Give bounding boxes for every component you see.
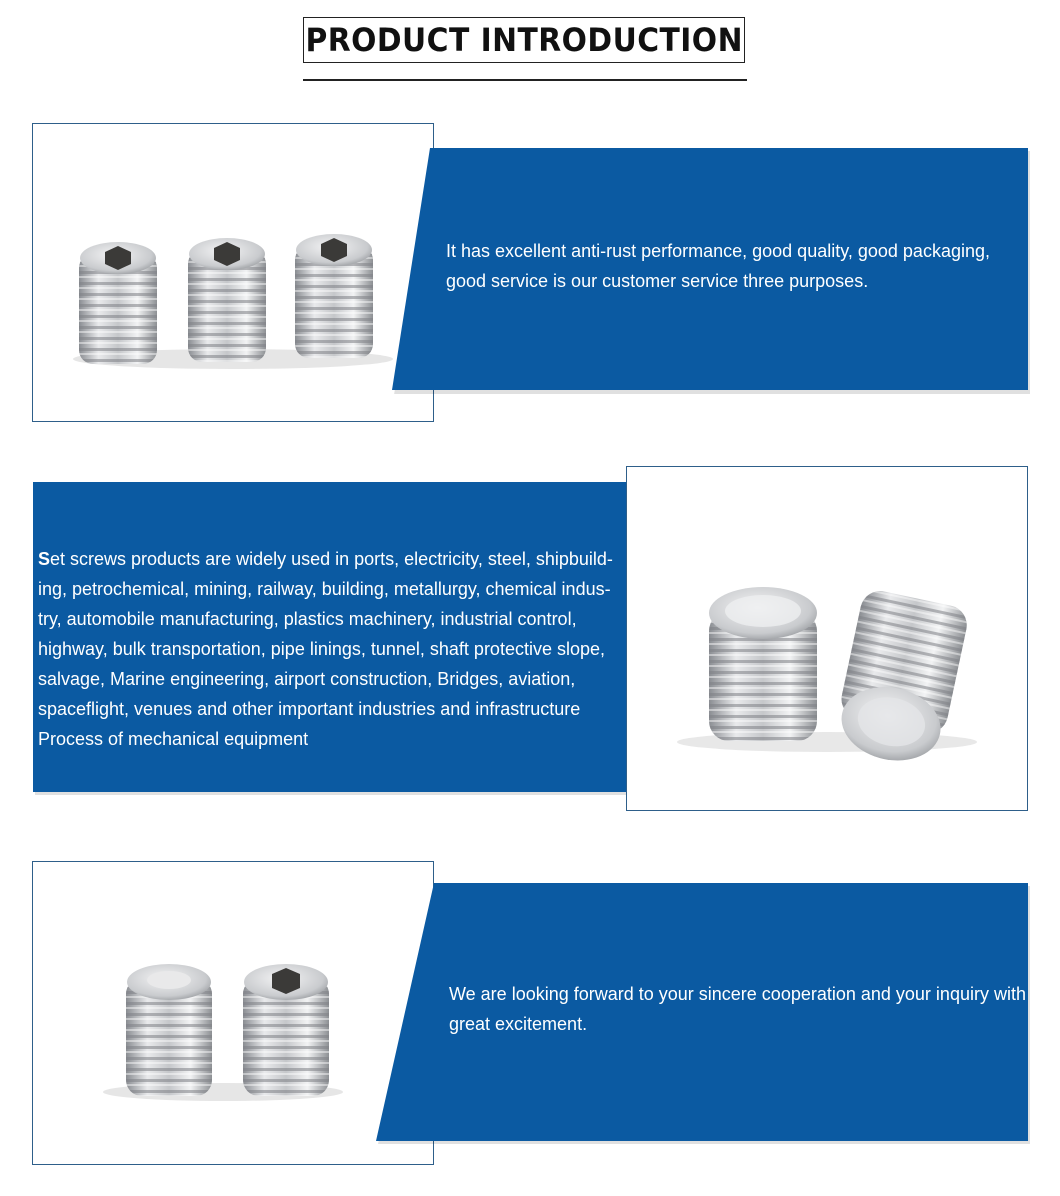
title-underline <box>303 79 747 81</box>
product-image-two-hex-screws <box>32 861 434 1165</box>
banner-2-line: et screws products are widely used in ports, electricity, steel, shipbuild- <box>50 549 613 569</box>
banner-2-line: salvage, Marine engineering, airport construction, Bridges, aviation, <box>38 669 576 689</box>
info-banner-2 <box>33 482 687 796</box>
product-image-three-screws <box>32 123 434 422</box>
banner-2-line-first <box>38 544 618 574</box>
banner-2-line: spaceflight, venues and other important industries and infrastructure <box>38 699 581 719</box>
banner-1-line: good service is our customer service three purposes. <box>446 271 869 291</box>
banner-2-line: ing, petrochemical, mining, railway, building, metallurgy, chemical indus- <box>38 579 611 599</box>
product-image-two-flat-screws <box>626 466 1028 811</box>
banner-1-text <box>446 236 1016 296</box>
title-box <box>303 17 745 63</box>
banner-2-text <box>38 544 618 754</box>
section-title <box>303 17 747 81</box>
page-title: PRODUCT INTRODUCTION <box>305 21 743 59</box>
info-banner-1 <box>392 148 1030 394</box>
banner-1-line: It has excellent anti-rust performance, good quality, good packaging, <box>446 241 990 261</box>
banner-3-text <box>449 979 1027 1039</box>
lead-letter: S <box>38 549 51 569</box>
banner-2-line: Process of mechanical equipment <box>38 729 309 749</box>
banner-3-line: great excitement. <box>449 1014 588 1034</box>
banner-3-line: We are looking forward to your sincere cooperation and your inquiry with <box>449 984 1026 1004</box>
banner-2-line: highway, bulk transportation, pipe linings, tunnel, shaft protective slope, <box>38 639 605 659</box>
banner-2-line: try, automobile manufacturing, plastics machinery, industrial control, <box>38 609 577 629</box>
info-banner-3 <box>376 883 1030 1145</box>
